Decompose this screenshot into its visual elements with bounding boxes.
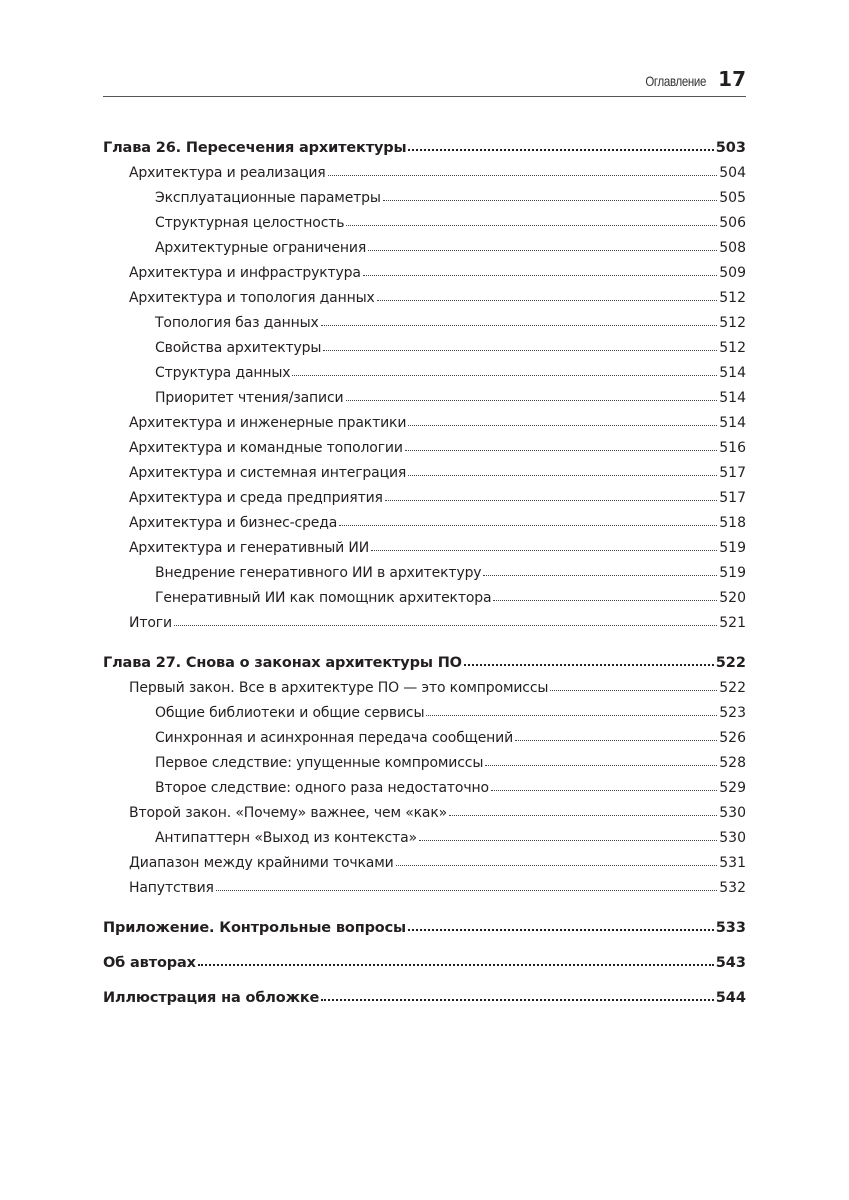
toc-entry-title: Общие библиотеки и общие сервисы (155, 705, 425, 721)
toc-subsection[interactable] (103, 361, 746, 386)
toc-entry-title: Структура данных (155, 365, 291, 381)
toc-entry-page: 526 (719, 730, 746, 746)
toc-entry-page: 528 (719, 755, 746, 771)
toc-subsection[interactable] (103, 211, 746, 236)
toc-entry-page: 518 (719, 515, 746, 531)
toc-entry-page: 517 (719, 465, 746, 481)
toc-subsection[interactable] (103, 186, 746, 211)
toc-entry-title: Генеративный ИИ как помощник архитектора (155, 590, 492, 606)
toc-entry-title: Синхронная и асинхронная передача сообщений (155, 730, 514, 746)
toc-entry-title: Архитектура и инженерные практики (129, 415, 407, 431)
dot-leader (292, 375, 717, 376)
toc-entry-title: Второе следствие: одного раза недостаточно (155, 780, 489, 796)
toc-subsection[interactable] (103, 701, 746, 726)
toc-entry-title: Архитектура и инфраструктура (129, 265, 361, 281)
dot-leader (464, 664, 714, 666)
toc-entry-title: Итоги (129, 615, 172, 631)
dot-leader (174, 625, 717, 626)
toc-entry-page: 512 (719, 290, 746, 306)
dot-leader (408, 425, 717, 426)
toc-entry-title: Свойства архитектуры (155, 340, 322, 356)
toc-section[interactable] (103, 261, 746, 286)
dot-leader (408, 475, 717, 476)
toc-entry-page: 517 (719, 490, 746, 506)
dot-leader (493, 600, 717, 601)
toc-entry-page: 522 (719, 680, 746, 696)
dot-leader (368, 250, 717, 251)
toc-subsection[interactable] (103, 586, 746, 611)
toc-entry-title: Архитектура и системная интеграция (129, 465, 407, 481)
toc-subsection[interactable] (103, 751, 746, 776)
dot-leader (385, 500, 717, 501)
toc-entry-page: 503 (715, 140, 746, 156)
toc-entry-page: 519 (719, 540, 746, 556)
toc-section[interactable] (103, 536, 746, 561)
toc-entry-page: 516 (719, 440, 746, 456)
toc-entry-title: Диапазон между крайними точками (129, 855, 394, 871)
toc-entry-title: Архитектура и бизнес-среда (129, 515, 338, 531)
toc-entry-page: 533 (715, 920, 746, 936)
toc-entry-page: 523 (719, 705, 746, 721)
toc-entry-page: 522 (715, 655, 746, 671)
toc-entry-title: Первый закон. Все в архитектуре ПО — это компромиссы (129, 680, 549, 696)
toc-section[interactable] (103, 876, 746, 901)
toc-appendix[interactable] (103, 916, 746, 941)
dot-leader (485, 765, 717, 766)
toc-section[interactable] (103, 161, 746, 186)
toc-section[interactable] (103, 611, 746, 636)
dot-leader (383, 200, 717, 201)
toc-entry-title: Эксплуатационные параметры (155, 190, 381, 206)
toc-entry-title: Архитектура и генеративный ИИ (129, 540, 370, 556)
toc-entry-page: 521 (719, 615, 746, 631)
toc-entry-page: 543 (715, 955, 746, 971)
toc-entry-title: Топология баз данных (155, 315, 319, 331)
toc-section[interactable] (103, 801, 746, 826)
toc-entry-title: Напутствия (129, 880, 214, 896)
dot-leader (396, 865, 718, 866)
dot-leader (321, 999, 713, 1001)
toc-subsection[interactable] (103, 386, 746, 411)
toc-subsection[interactable] (103, 776, 746, 801)
toc-entry-page: 504 (719, 165, 746, 181)
dot-leader (363, 275, 717, 276)
dot-leader (449, 815, 717, 816)
dot-leader (426, 715, 717, 716)
toc-section[interactable] (103, 851, 746, 876)
toc-entry-page: 519 (719, 565, 746, 581)
dot-leader (371, 550, 717, 551)
dot-leader (323, 350, 717, 351)
toc-entry-title: Архитектура и среда предприятия (129, 490, 383, 506)
toc-entry-title: Приоритет чтения/записи (155, 390, 344, 406)
toc-section[interactable] (103, 676, 746, 701)
dot-leader (321, 325, 718, 326)
dot-leader (550, 690, 717, 691)
dot-leader (346, 225, 717, 226)
toc-entry-page: 514 (719, 365, 746, 381)
dot-leader (198, 964, 714, 966)
toc-section[interactable] (103, 511, 746, 536)
toc-entry-page: 532 (719, 880, 746, 896)
dot-leader (377, 300, 718, 301)
toc-subsection[interactable] (103, 726, 746, 751)
running-header-page-number: 17 (718, 67, 746, 91)
dot-leader (346, 400, 718, 401)
toc-entry-title: Об авторах (103, 955, 196, 971)
toc-entry-page: 530 (719, 830, 746, 846)
toc-entry-page: 505 (719, 190, 746, 206)
toc-subsection[interactable] (103, 561, 746, 586)
toc-entry-page: 514 (719, 390, 746, 406)
toc-entry-page: 506 (719, 215, 746, 231)
toc-entry-title: Глава 27. Снова о законах архитектуры ПО (103, 655, 462, 671)
toc-entry-title: Архитектура и реализация (129, 165, 326, 181)
dot-leader (405, 450, 717, 451)
toc-about-authors[interactable] (103, 951, 746, 976)
toc-section[interactable] (103, 411, 746, 436)
dot-leader (483, 575, 717, 576)
toc-entry-page: 530 (719, 805, 746, 821)
toc-entry-title: Первое следствие: упущенные компромиссы (155, 755, 484, 771)
toc-chapter-27[interactable] (103, 651, 746, 676)
toc-subsection[interactable] (103, 826, 746, 851)
dot-leader (216, 890, 717, 891)
dot-leader (491, 790, 717, 791)
toc-entry-page: 512 (719, 315, 746, 331)
toc-entry-page: 508 (719, 240, 746, 256)
toc-entry-title: Приложение. Контрольные вопросы (103, 920, 407, 936)
toc-entry-page: 531 (719, 855, 746, 871)
toc-chapter-26[interactable] (103, 136, 746, 161)
toc-entry-title: Глава 26. Пересечения архитектуры (103, 140, 407, 156)
toc-section[interactable] (103, 461, 746, 486)
toc-subsection[interactable] (103, 311, 746, 336)
toc-entry-title: Архитектурные ограничения (155, 240, 367, 256)
toc-entry-title: Иллюстрация на обложке (103, 990, 320, 1006)
toc-entry-page: 520 (719, 590, 746, 606)
dot-leader (515, 740, 717, 741)
dot-leader (328, 175, 718, 176)
toc-entry-page: 512 (719, 340, 746, 356)
toc-section[interactable] (103, 286, 746, 311)
toc-cover-illustration[interactable] (103, 986, 746, 1011)
toc-entry-title: Внедрение генеративного ИИ в архитектуру (155, 565, 482, 581)
toc-entry-title: Структурная целостность (155, 215, 345, 231)
dot-leader (408, 929, 714, 931)
table-of-contents (103, 136, 746, 1011)
toc-subsection[interactable] (103, 236, 746, 261)
toc-subsection[interactable] (103, 336, 746, 361)
toc-entry-title: Архитектура и топология данных (129, 290, 375, 306)
toc-entry-title: Второй закон. «Почему» важнее, чем «как» (129, 805, 448, 821)
toc-entry-page: 509 (719, 265, 746, 281)
dot-leader (419, 840, 717, 841)
toc-section[interactable] (103, 486, 746, 511)
toc-section[interactable] (103, 436, 746, 461)
running-header (103, 62, 746, 97)
running-header-section-name: Оглавление (645, 73, 707, 89)
toc-entry-page: 544 (715, 990, 746, 1006)
toc-entry-page: 529 (719, 780, 746, 796)
toc-entry-title: Антипаттерн «Выход из контекста» (155, 830, 417, 846)
toc-entry-page: 514 (719, 415, 746, 431)
toc-entry-title: Архитектура и командные топологии (129, 440, 403, 456)
dot-leader (408, 149, 713, 151)
dot-leader (339, 525, 717, 526)
